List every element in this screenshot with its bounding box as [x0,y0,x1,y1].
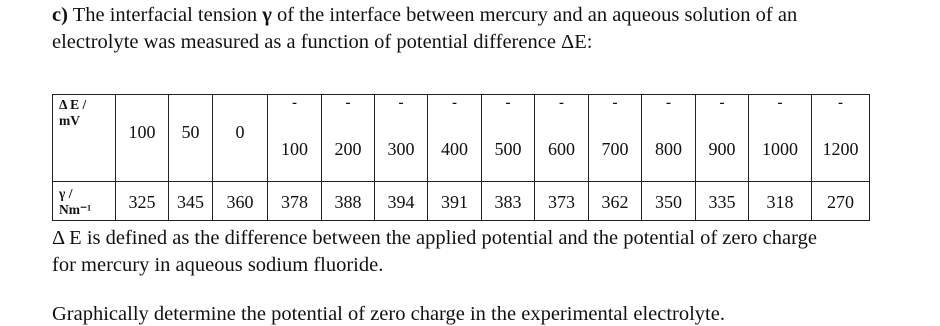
table-cell: - 900 [696,95,749,182]
delta-e-header [53,95,116,182]
table-cell: - 1200 [812,95,870,182]
definition-line-2: for mercury in aqueous sodium fluoride. [52,254,384,276]
table-cell: - 300 [375,95,428,182]
table-cell: 391 [428,182,482,221]
definition-line-1: Δ E is defined as the difference between the applied potential and the potential of zero charge [52,227,817,249]
table-cell: 378 [268,182,322,221]
table-cell: 50 [169,95,213,182]
table-cell: 362 [589,182,642,221]
table-cell: 373 [535,182,589,221]
table-cell: 0 [213,95,268,182]
table-cell: 345 [169,182,213,221]
table-cell: 388 [322,182,375,221]
table-cell: 318 [749,182,812,221]
question-text-line-1 [52,3,797,27]
task-instruction: Graphically determine the potential of zero charge in the experimental electrolyte. [52,303,725,325]
table-cell: - 600 [535,95,589,182]
table-cell: - 100 [268,95,322,182]
table-row-gamma [53,182,870,221]
data-table [52,94,870,221]
table-cell: 360 [213,182,268,221]
question-text-line-2: electrolyte was measured as a function of potential difference ΔE: [52,31,593,53]
table-cell: 335 [696,182,749,221]
table-cell: 100 [116,95,169,182]
delta-e-header-symbol: Δ E / [59,97,87,112]
gamma-header-symbol: γ / [59,186,73,201]
question-text-a: The interfacial tension [72,4,258,26]
table-cell: 270 [812,182,870,221]
delta-e-header-unit: mV [59,113,80,128]
table-row-delta-e [53,95,870,182]
table-cell: 383 [482,182,535,221]
gamma-symbol: γ [262,4,272,26]
table-cell: - 800 [642,95,696,182]
gamma-header-unit: Nm⁻¹ [59,202,92,217]
table-cell: 394 [375,182,428,221]
table-cell: - 700 [589,95,642,182]
table-cell: 325 [116,182,169,221]
gamma-header [53,182,116,221]
table-cell: - 400 [428,95,482,182]
table-cell: 350 [642,182,696,221]
part-label: c) [52,4,68,26]
table-cell: - 200 [322,95,375,182]
question-text-b: of the interface between mercury and an aqueous solution of an [276,4,798,26]
table-cell: - 500 [482,95,535,182]
table-cell: - 1000 [749,95,812,182]
